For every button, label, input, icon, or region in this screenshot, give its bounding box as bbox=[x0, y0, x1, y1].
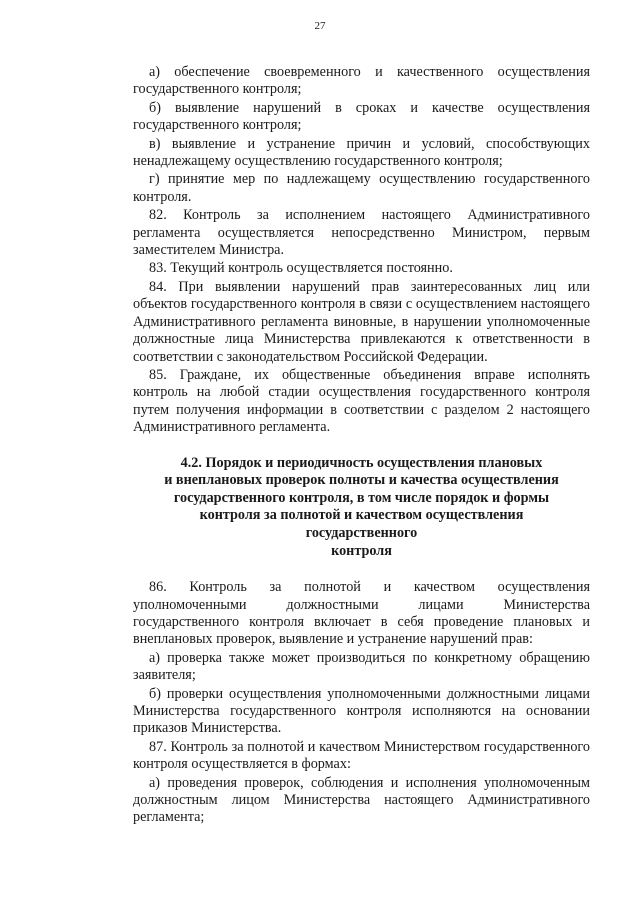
heading-line: государственного контроля, в том числе порядок и формы bbox=[173, 489, 550, 506]
paragraph-87: 87. Контроль за полнотой и качеством Министерством государственного контроля осуществляется в формах: bbox=[133, 738, 590, 773]
heading-line: и внеплановых проверок полноты и качества осуществления bbox=[164, 472, 559, 489]
heading-line: контроля за полнотой и качеством осуществления bbox=[199, 507, 524, 524]
paragraph-83: 83. Текущий контроль осуществляется постоянно. bbox=[149, 260, 453, 277]
page-number: 27 bbox=[314, 20, 326, 32]
paragraph-87-item-a: а) проведения проверок, соблюдения и исполнения уполномоченным должностным лицом Министерства настоящего Административного регламента; bbox=[133, 774, 590, 826]
section-inspections bbox=[133, 579, 590, 827]
paragraph-item-v: в) выявление и устранение причин и условий, способствующих ненадлежащему осуществлению государственного контроля; bbox=[133, 135, 590, 170]
heading-line: государственного bbox=[305, 524, 418, 541]
paragraph-86-item-b: б) проверки осуществления уполномоченными должностными лицами Министерства государственного контроля исполняются на основании приказов Министерства. bbox=[133, 685, 590, 737]
paragraph-82: 82. Контроль за исполнением настоящего Административного регламента осуществляется непосредственно Министром, первым заместителем Министра. bbox=[133, 207, 590, 259]
paragraph-item-b: б) выявление нарушений в сроках и качестве осуществления государственного контроля; bbox=[133, 99, 590, 134]
paragraph-86: 86. Контроль за полнотой и качеством осуществления уполномоченными должностными лицами Министерства государственного контроля включает в себя проведение плановых и внеплановых проверок, выявление и устранение нарушений прав: bbox=[133, 579, 590, 648]
heading-line: 4.2. Порядок и периодичность осуществления плановых bbox=[180, 454, 543, 471]
paragraph-84: 84. При выявлении нарушений прав заинтересованных лиц или объектов государственного контроля в связи с осуществлением настоящего Административного регламента виновные, в нарушении уполномоченные должностные лица Министерства привлекаются к ответственности в соответствии с законодательством Российской Федерации. bbox=[133, 278, 590, 365]
section-heading-4-2 bbox=[133, 455, 590, 561]
heading-line: контроля bbox=[331, 542, 392, 559]
section-control-goals bbox=[133, 64, 590, 437]
paragraph-item-a: а) обеспечение своевременного и качественного осуществления государственного контроля; bbox=[133, 64, 590, 98]
paragraph-86-item-a: а) проверка также может производиться по конкретному обращению заявителя; bbox=[133, 649, 590, 684]
document-body bbox=[133, 64, 590, 828]
paragraph-item-g: г) принятие мер по надлежащему осуществлению государственного контроля. bbox=[133, 171, 590, 205]
paragraph-85: 85. Граждане, их общественные объединения вправе исполнять контроль на любой стадии осуществления государственного контроля путем получения информации в соответствии с разделом 2 настоящего Административного регламента. bbox=[133, 366, 590, 436]
